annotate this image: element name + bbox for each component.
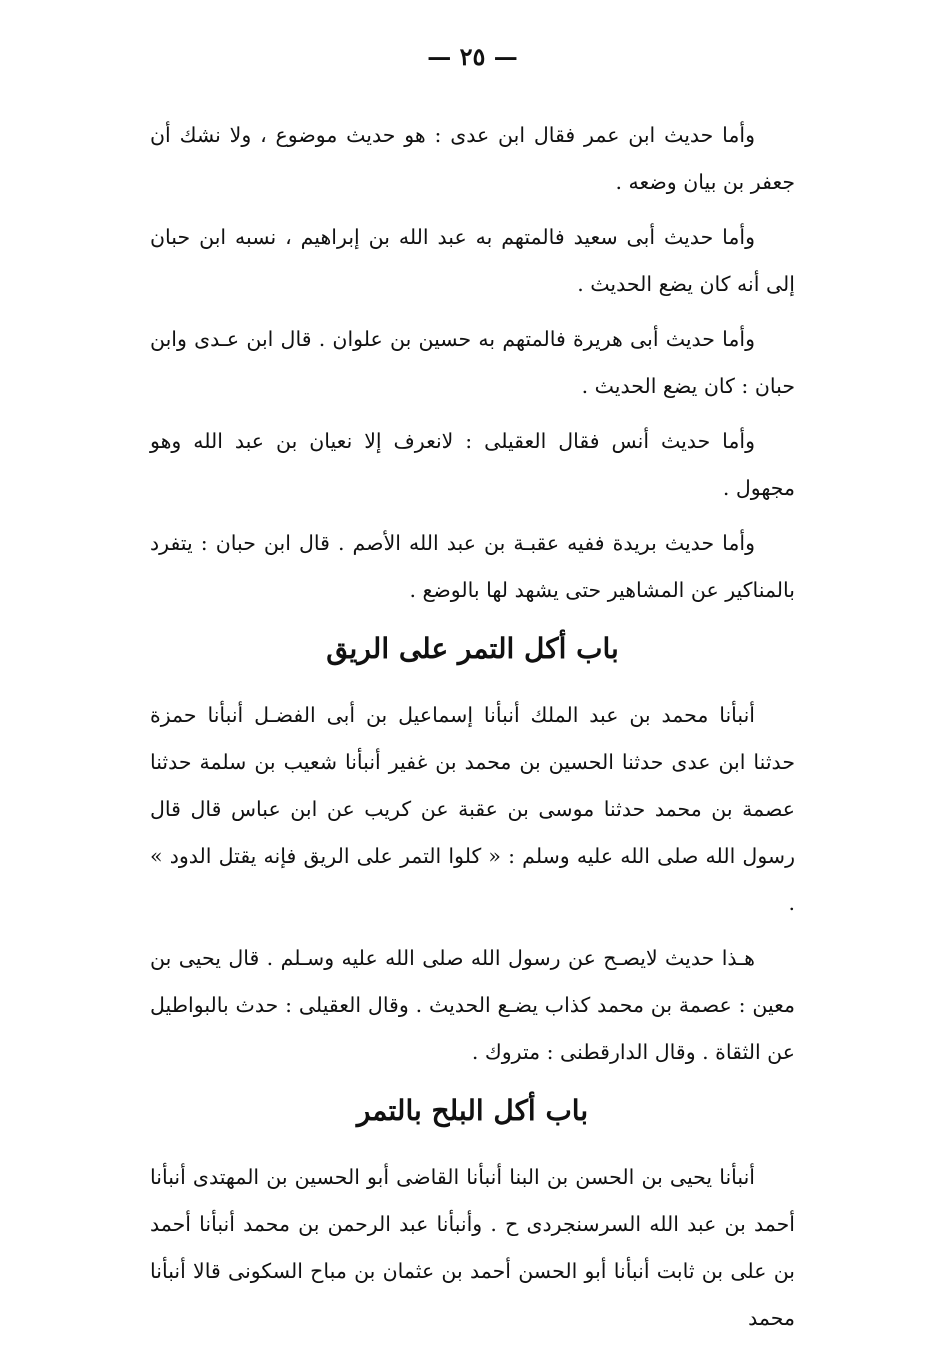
paragraph-ibn-umar: وأما حديث ابن عمر فقال ابن عدى : هو حديث موضوع ، ولا نشك أن جعفر بن بيان وضعه .: [150, 123, 795, 194]
page-number: — ٢٥ —: [427, 42, 518, 71]
paragraph-isnad-2: أنبأنا يحيى بن الحسن بن البنا أنبأنا القاضى أبو الحسين بن المهتدى أنبأنا أحمد بن عبد الله السرسنجردى ح . وأنبأنا عبد الرحمن بن محمد أنبأنا أحمد بن على بن ثابت أنبأنا أبو الحسن أحمد بن عثمان بن مباح السكونى قالا أنبأنا محمد: [150, 1165, 795, 1330]
paragraph-grading-1: هـذا حديث لايصـح عن رسول الله صلى الله عليه وسـلم . قال يحيى بن معين : عصمة بن محمد كذاب يضـع الحديث . وقال العقيلى : حدث بالبواطيل عن الثقاة . وقال الدارقطنى : متروك .: [150, 946, 795, 1064]
paragraph-isnad-1: أنبأنا محمد بن عبد الملك أنبأنا إسماعيل بن أبى الفضـل أنبأنا حمزة حدثنا ابن عدى حدثنا الحسين بن محمد بن غفير أنبأنا شعيب بن سلمة حدثنا عصمة بن محمد حدثنا موسى بن عقبة عن كريب عن ابن عباس قال قال رسول الله صلى الله عليه وسلم : « كلوا التمر على الريق فإنه يقتل الدود » .: [150, 703, 795, 915]
paragraph-burayda: وأما حديث بريدة ففيه عقبـة بن عبد الله الأصم . قال ابن حبان : يتفرد بالمناكير عن المشاهير حتى يشهد لها بالوضع .: [150, 531, 795, 602]
paragraph-abi-said: وأما حديث أبى سعيد فالمتهم به عبد الله بن إبراهيم ، نسبه ابن حبان إلى أنه كان يضع الحديث .: [150, 225, 795, 296]
document-page: [150, 0, 795, 1348]
chapter-heading-unripe-dates-with-dates: باب أكل البلح بالتمر: [356, 1094, 589, 1127]
body-text: [150, 112, 795, 1350]
paragraph-anas: وأما حديث أنس فقال العقيلى : لانعرف إلا نعيان بن عبد الله وهو مجهول .: [150, 429, 795, 500]
paragraph-abi-hurayra: وأما حديث أبى هريرة فالمتهم به حسين بن علوان . قال ابن عـدى وابن حبان : كان يضع الحديث .: [150, 327, 795, 398]
chapter-heading-dates-on-empty-stomach: باب أكل التمر على الريق: [326, 632, 619, 665]
